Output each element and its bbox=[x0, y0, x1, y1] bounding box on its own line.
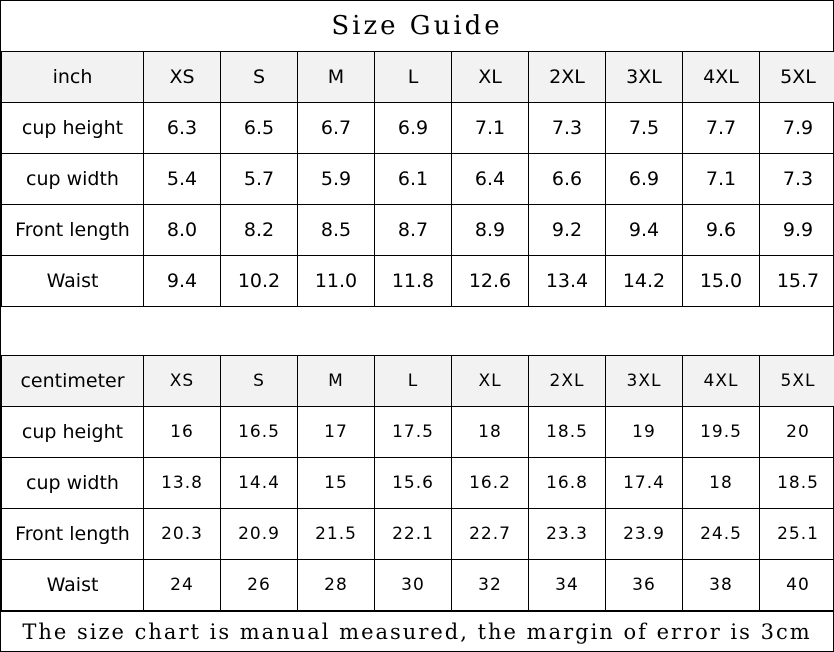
table-cell: 14.4 bbox=[221, 458, 298, 509]
table-row bbox=[2, 509, 834, 560]
row-label: cup width bbox=[2, 458, 144, 509]
table-cell: 9.2 bbox=[529, 205, 606, 256]
column-header: XS bbox=[144, 52, 221, 103]
inch-size-table bbox=[1, 51, 834, 307]
table-cell: 9.9 bbox=[760, 205, 834, 256]
table-cell: 32 bbox=[452, 560, 529, 611]
table-cell: 30 bbox=[375, 560, 452, 611]
table-cell: 16.5 bbox=[221, 407, 298, 458]
table-separator bbox=[1, 307, 833, 355]
table-cell: 14.2 bbox=[606, 256, 683, 307]
table-cell: 6.6 bbox=[529, 154, 606, 205]
column-header: XL bbox=[452, 356, 529, 407]
table-cell: 6.4 bbox=[452, 154, 529, 205]
table-row bbox=[2, 103, 834, 154]
column-header: XL bbox=[452, 52, 529, 103]
table-cell: 25.1 bbox=[760, 509, 834, 560]
table-cell: 19 bbox=[606, 407, 683, 458]
column-header: 5XL bbox=[760, 356, 834, 407]
table-cell: 6.7 bbox=[298, 103, 375, 154]
row-label: Waist bbox=[2, 560, 144, 611]
table-cell: 8.2 bbox=[221, 205, 298, 256]
table-cell: 7.9 bbox=[760, 103, 834, 154]
table-cell: 13.4 bbox=[529, 256, 606, 307]
table-cell: 12.6 bbox=[452, 256, 529, 307]
inch-table-wrapper bbox=[1, 51, 833, 307]
table-cell: 23.9 bbox=[606, 509, 683, 560]
table-cell: 34 bbox=[529, 560, 606, 611]
table-cell: 5.7 bbox=[221, 154, 298, 205]
table-cell: 10.2 bbox=[221, 256, 298, 307]
column-header: 3XL bbox=[606, 52, 683, 103]
column-header: XS bbox=[144, 356, 221, 407]
table-cell: 18 bbox=[683, 458, 760, 509]
column-header: 5XL bbox=[760, 52, 834, 103]
table-cell: 16 bbox=[144, 407, 221, 458]
table-cell: 18 bbox=[452, 407, 529, 458]
column-header: L bbox=[375, 52, 452, 103]
table-cell: 6.3 bbox=[144, 103, 221, 154]
table-cell: 8.0 bbox=[144, 205, 221, 256]
table-cell: 26 bbox=[221, 560, 298, 611]
centimeter-size-table bbox=[1, 355, 834, 611]
centimeter-table-wrapper bbox=[1, 355, 833, 611]
table-cell: 6.9 bbox=[606, 154, 683, 205]
table-cell: 9.4 bbox=[144, 256, 221, 307]
row-label: cup height bbox=[2, 407, 144, 458]
table-cell: 16.2 bbox=[452, 458, 529, 509]
table-cell: 9.4 bbox=[606, 205, 683, 256]
table-cell: 5.4 bbox=[144, 154, 221, 205]
table-cell: 7.7 bbox=[683, 103, 760, 154]
table-cell: 17 bbox=[298, 407, 375, 458]
table-cell: 9.6 bbox=[683, 205, 760, 256]
table-cell: 18.5 bbox=[529, 407, 606, 458]
footer-note: The size chart is manual measured, the margin of error is 3cm bbox=[1, 611, 833, 651]
table-cell: 22.1 bbox=[375, 509, 452, 560]
table-cell: 19.5 bbox=[683, 407, 760, 458]
table-cell: 36 bbox=[606, 560, 683, 611]
table-cell: 8.5 bbox=[298, 205, 375, 256]
table-row bbox=[2, 154, 834, 205]
table-cell: 7.1 bbox=[452, 103, 529, 154]
unit-label-centimeter: centimeter bbox=[2, 356, 144, 407]
table-cell: 5.9 bbox=[298, 154, 375, 205]
table-cell: 7.3 bbox=[760, 154, 834, 205]
row-label: Front length bbox=[2, 509, 144, 560]
column-header: 2XL bbox=[529, 356, 606, 407]
table-cell: 21.5 bbox=[298, 509, 375, 560]
table-cell: 6.1 bbox=[375, 154, 452, 205]
column-header: S bbox=[221, 52, 298, 103]
column-header: L bbox=[375, 356, 452, 407]
table-cell: 7.3 bbox=[529, 103, 606, 154]
column-header: 2XL bbox=[529, 52, 606, 103]
table-cell: 7.1 bbox=[683, 154, 760, 205]
table-header-row bbox=[2, 52, 834, 103]
column-header: 4XL bbox=[683, 52, 760, 103]
column-header: S bbox=[221, 356, 298, 407]
table-cell: 15 bbox=[298, 458, 375, 509]
table-cell: 18.5 bbox=[760, 458, 834, 509]
table-cell: 15.6 bbox=[375, 458, 452, 509]
table-cell: 38 bbox=[683, 560, 760, 611]
table-header-row bbox=[2, 356, 834, 407]
table-cell: 20.3 bbox=[144, 509, 221, 560]
table-cell: 20.9 bbox=[221, 509, 298, 560]
row-label: cup height bbox=[2, 103, 144, 154]
table-cell: 6.9 bbox=[375, 103, 452, 154]
table-cell: 8.9 bbox=[452, 205, 529, 256]
table-cell: 15.7 bbox=[760, 256, 834, 307]
row-label: Front length bbox=[2, 205, 144, 256]
table-cell: 23.3 bbox=[529, 509, 606, 560]
row-label: Waist bbox=[2, 256, 144, 307]
table-cell: 6.5 bbox=[221, 103, 298, 154]
table-cell: 11.8 bbox=[375, 256, 452, 307]
table-cell: 24 bbox=[144, 560, 221, 611]
table-cell: 7.5 bbox=[606, 103, 683, 154]
table-row bbox=[2, 407, 834, 458]
table-cell: 28 bbox=[298, 560, 375, 611]
table-cell: 15.0 bbox=[683, 256, 760, 307]
table-row bbox=[2, 205, 834, 256]
table-cell: 17.4 bbox=[606, 458, 683, 509]
unit-label-inch: inch bbox=[2, 52, 144, 103]
column-header: 3XL bbox=[606, 356, 683, 407]
column-header: M bbox=[298, 356, 375, 407]
table-cell: 20 bbox=[760, 407, 834, 458]
table-row bbox=[2, 560, 834, 611]
table-cell: 8.7 bbox=[375, 205, 452, 256]
table-row bbox=[2, 458, 834, 509]
column-header: M bbox=[298, 52, 375, 103]
table-cell: 40 bbox=[760, 560, 834, 611]
row-label: cup width bbox=[2, 154, 144, 205]
column-header: 4XL bbox=[683, 356, 760, 407]
table-row bbox=[2, 256, 834, 307]
table-cell: 24.5 bbox=[683, 509, 760, 560]
table-cell: 17.5 bbox=[375, 407, 452, 458]
table-cell: 13.8 bbox=[144, 458, 221, 509]
table-cell: 16.8 bbox=[529, 458, 606, 509]
page-title: Size Guide bbox=[331, 11, 503, 41]
table-cell: 22.7 bbox=[452, 509, 529, 560]
table-cell: 11.0 bbox=[298, 256, 375, 307]
